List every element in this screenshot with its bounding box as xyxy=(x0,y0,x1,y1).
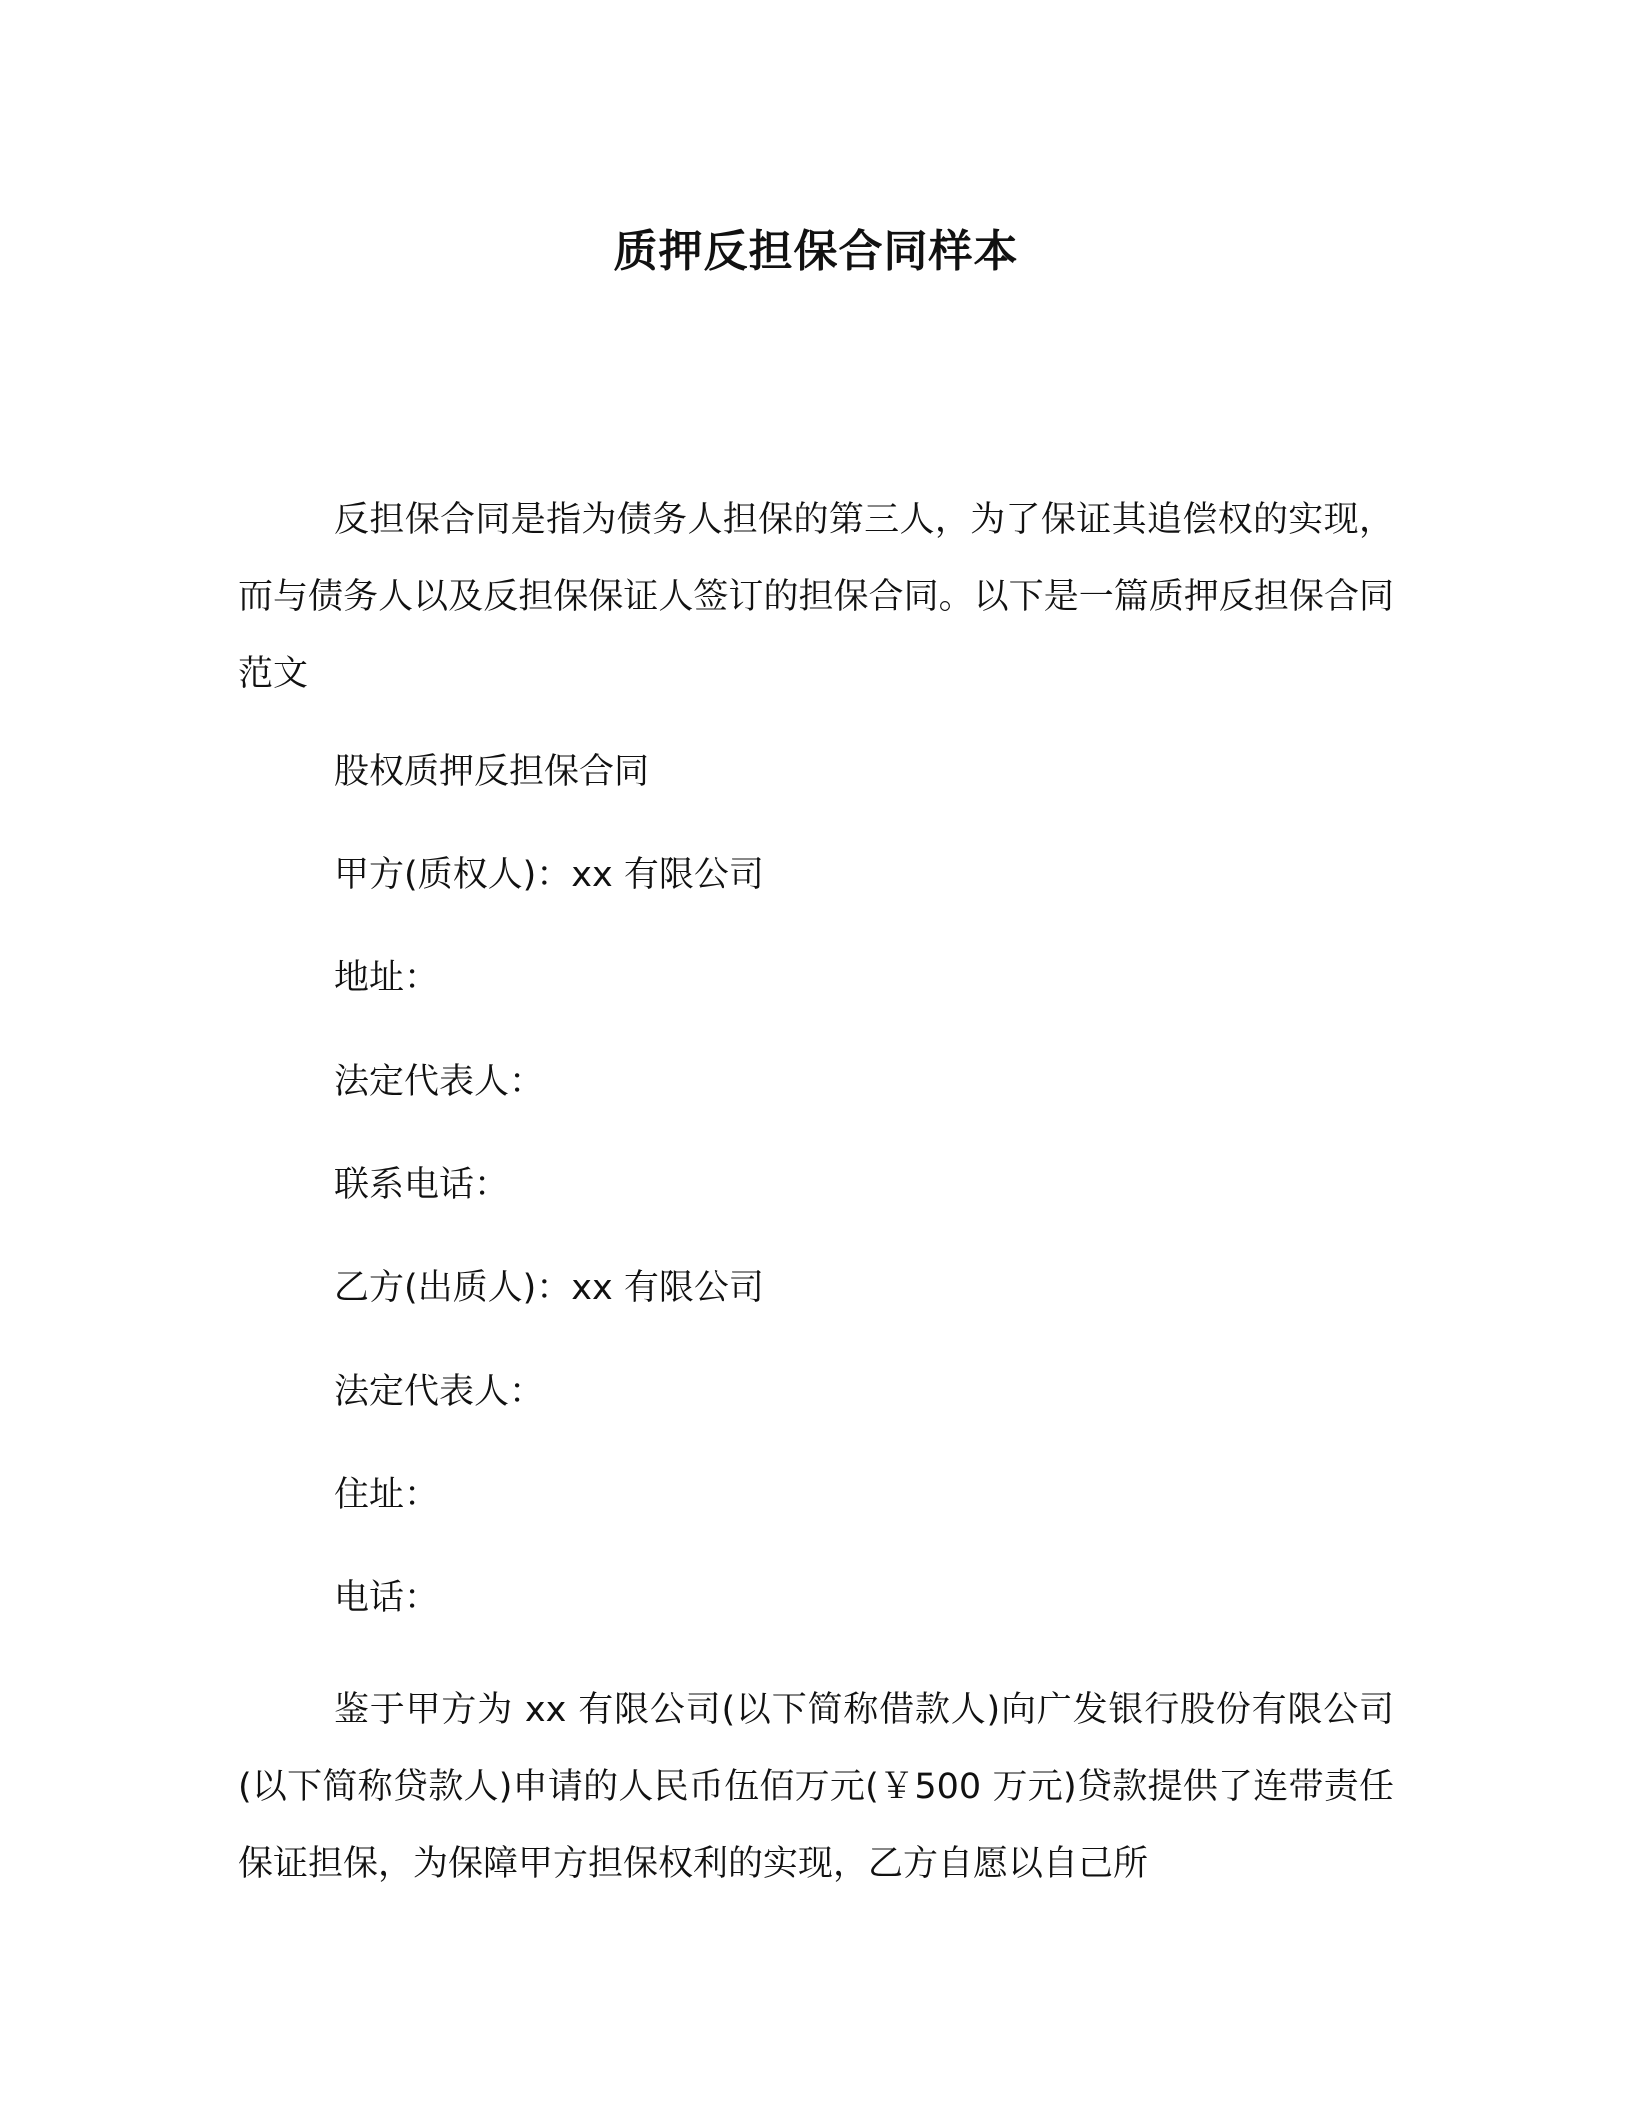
party-b-phone: 电话： xyxy=(334,1578,440,1618)
party-b-name: 乙方(出质人)：xx 有限公司 xyxy=(334,1268,764,1308)
contract-name: 股权质押反担保合同 xyxy=(334,752,650,792)
intro-paragraph: 反担保合同是指为债务人担保的第三人，为了保证其追偿权的实现，而与债务人以及反担保保证人签订的担保合同。以下是一篇质押反担保合同范文 xyxy=(238,500,1394,694)
party-a-name: 甲方(质权人)：xx 有限公司 xyxy=(334,855,764,895)
party-b-address: 住址： xyxy=(334,1475,440,1515)
party-a-address: 地址： xyxy=(334,958,440,998)
recital-paragraph: 鉴于甲方为 xx 有限公司(以下简称借款人)向广发银行股份有限公司(以下简称贷款人)申请的人民币伍佰万元(￥500 万元)贷款提供了连带责任保证担保，为保障甲方担保权利的实现，乙方自愿以自己所 xyxy=(238,1690,1394,1884)
party-a-phone: 联系电话： xyxy=(334,1165,510,1205)
document-title: 质押反担保合同样本 xyxy=(613,226,1019,277)
party-b-legal-rep: 法定代表人： xyxy=(334,1372,545,1412)
party-a-legal-rep: 法定代表人： xyxy=(334,1062,545,1102)
